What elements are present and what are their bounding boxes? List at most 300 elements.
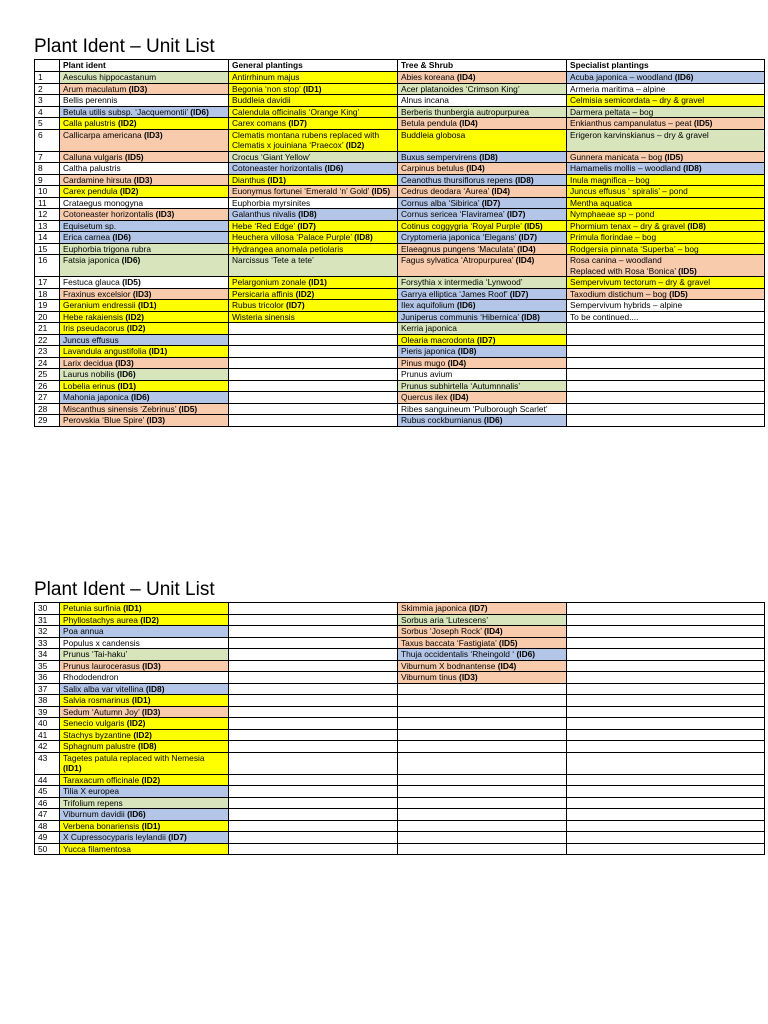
row-number: 4 — [35, 106, 60, 118]
specialist-plantings-cell — [567, 741, 765, 753]
table-row — [35, 334, 765, 346]
plant-name: Taraxacum officinale — [63, 774, 140, 785]
tree-shrub-cell — [398, 626, 567, 638]
plant-ident-cell — [60, 174, 229, 186]
plant-name: Poa annua — [63, 626, 104, 636]
plant-name: Inula magnifica – bog — [570, 174, 650, 185]
row-number: 16 — [35, 255, 60, 277]
general-plantings-cell — [229, 323, 398, 335]
plant-name: Arum maculatum — [63, 83, 127, 94]
row-number: 22 — [35, 334, 60, 346]
tree-shrub-cell — [398, 243, 567, 255]
table-row — [35, 403, 765, 415]
general-plantings-cell — [229, 637, 398, 649]
plant-name: Olearia macrodonta — [401, 334, 475, 345]
specialist-plantings-cell — [567, 151, 765, 163]
plant-name: Mahonia japonica — [63, 392, 129, 402]
id-tag: (ID6) — [674, 72, 694, 82]
row-number: 11 — [35, 197, 60, 209]
plant-ident-cell — [60, 820, 229, 832]
specialist-plantings-cell — [567, 774, 765, 786]
tree-shrub-cell — [398, 614, 567, 626]
plant-name: Carpinus betulus — [401, 163, 464, 173]
plant-ident-cell — [60, 95, 229, 107]
plant-ident-cell — [60, 380, 229, 392]
plant-name: Cornus sericea ‘Flaviramea’ — [401, 209, 505, 219]
plant-name: Rubus tricolor — [232, 300, 284, 310]
tree-shrub-cell — [398, 209, 567, 221]
table-row — [35, 163, 765, 175]
id-tag: (ID4) — [456, 72, 476, 82]
plant-name: Ilex aquifolium — [401, 300, 455, 310]
plant-name: Trifolium repens — [63, 797, 123, 808]
table-row — [35, 380, 765, 392]
tree-shrub-cell — [398, 672, 567, 684]
specialist-plantings-cell — [567, 288, 765, 300]
plant-name: Clematis montana rubens replaced with Clematis x jouiniana ‘Praecox’ — [232, 129, 380, 150]
plant-name: Taxodium distichum – bog — [570, 288, 667, 299]
general-plantings-cell — [229, 357, 398, 369]
specialist-plantings-cell — [567, 786, 765, 798]
tree-shrub-cell — [398, 660, 567, 672]
plant-ident-cell — [60, 637, 229, 649]
tree-shrub-cell — [398, 403, 567, 415]
table-row — [35, 672, 765, 684]
general-plantings-cell — [229, 603, 398, 615]
id-tag: (ID7) — [297, 220, 316, 231]
general-plantings-cell — [229, 255, 398, 277]
general-plantings-cell — [229, 243, 398, 255]
id-tag: (ID6) — [190, 106, 209, 117]
id-tag: (ID2) — [133, 729, 152, 740]
tree-shrub-cell — [398, 288, 567, 300]
row-number: 24 — [35, 357, 60, 369]
row-number: 20 — [35, 311, 60, 323]
tree-shrub-cell — [398, 392, 567, 404]
specialist-plantings-cell — [567, 186, 765, 198]
plant-name: Calluna vulgaris — [63, 151, 123, 162]
row-number: 40 — [35, 718, 60, 730]
plant-ident-cell — [60, 706, 229, 718]
plant-ident-cell — [60, 277, 229, 289]
plant-name: Sempervivum tectorum – dry & gravel — [570, 277, 711, 287]
general-plantings-cell — [229, 209, 398, 221]
plant-ident-cell — [60, 603, 229, 615]
plant-name: Betula utilis subsp. ‘Jacquemontii’ — [63, 106, 188, 117]
column-header-tree-shrub: Tree & Shrub — [398, 60, 567, 72]
specialist-plantings-cell — [567, 649, 765, 661]
plant-name: Prunus ‘Tai-haku’ — [63, 649, 128, 659]
plant-ident-cell — [60, 403, 229, 415]
plant-name: Calla palustris — [63, 118, 116, 128]
tree-shrub-cell — [398, 334, 567, 346]
general-plantings-cell — [229, 741, 398, 753]
tree-shrub-cell — [398, 311, 567, 323]
table-row — [35, 660, 765, 672]
plant-ident-cell — [60, 72, 229, 84]
row-number: 3 — [35, 95, 60, 107]
plant-ident-cell — [60, 357, 229, 369]
specialist-plantings-cell — [567, 415, 765, 427]
plant-ident-cell — [60, 129, 229, 151]
specialist-plantings-cell — [567, 820, 765, 832]
id-tag: (ID5) — [678, 265, 697, 276]
tree-shrub-cell — [398, 95, 567, 107]
id-tag: (ID3) — [459, 672, 478, 682]
plant-ident-cell — [60, 209, 229, 221]
table-row — [35, 209, 765, 221]
general-plantings-cell — [229, 311, 398, 323]
row-number: 31 — [35, 614, 60, 626]
plant-ident-cell — [60, 752, 229, 774]
specialist-plantings-cell — [567, 603, 765, 615]
specialist-plantings-cell — [567, 129, 765, 151]
id-tag: (ID8) — [687, 220, 706, 231]
specialist-plantings-cell — [567, 311, 765, 323]
table-row — [35, 106, 765, 118]
row-number: 37 — [35, 683, 60, 695]
general-plantings-cell — [229, 797, 398, 809]
plant-name: Festuca glauca — [63, 277, 120, 287]
id-tag: (ID6) — [130, 392, 150, 402]
row-number: 8 — [35, 163, 60, 175]
specialist-plantings-cell — [567, 809, 765, 821]
plant-name: Cornus alba ‘Sibirica’ — [401, 197, 480, 208]
specialist-plantings-cell — [567, 729, 765, 741]
general-plantings-cell — [229, 369, 398, 381]
plant-ident-cell — [60, 786, 229, 798]
specialist-plantings-cell — [567, 369, 765, 381]
general-plantings-cell — [229, 626, 398, 638]
tree-shrub-cell — [398, 118, 567, 130]
table-row — [35, 626, 765, 638]
tree-shrub-cell — [398, 186, 567, 198]
row-number: 9 — [35, 174, 60, 186]
plant-name: Aesculus hippocastanum — [63, 72, 157, 82]
row-number: 12 — [35, 209, 60, 221]
tree-shrub-cell — [398, 83, 567, 95]
general-plantings-cell — [229, 809, 398, 821]
row-number: 35 — [35, 660, 60, 672]
id-tag: (ID1) — [117, 380, 137, 391]
tree-shrub-cell — [398, 151, 567, 163]
plant-ident-cell — [60, 729, 229, 741]
specialist-plantings-cell — [567, 346, 765, 358]
row-number: 21 — [35, 323, 60, 335]
plant-name: Pelargonium zonale — [232, 277, 307, 287]
specialist-plantings-cell — [567, 614, 765, 626]
plant-name: Phyllostachys aurea — [63, 614, 138, 625]
plant-ident-cell — [60, 311, 229, 323]
table-row — [35, 603, 765, 615]
plant-name: Darmera peltata – bog — [570, 106, 654, 117]
tree-shrub-cell — [398, 106, 567, 118]
plant-name: Abies koreana — [401, 72, 455, 82]
plant-name: Dianthus — [232, 174, 266, 185]
row-number: 43 — [35, 752, 60, 774]
plant-name: Begonia ‘non stop’ — [232, 83, 301, 94]
general-plantings-cell — [229, 346, 398, 358]
plant-name: Equisetum sp. — [63, 220, 117, 231]
general-plantings-cell — [229, 718, 398, 730]
plant-name: Cotoneaster horizontalis — [63, 209, 154, 219]
plant-ident-cell — [60, 614, 229, 626]
row-number: 33 — [35, 637, 60, 649]
plant-name: Sphagnum palustre — [63, 741, 136, 751]
row-number: 10 — [35, 186, 60, 198]
plant-name: Rodgersia pinnata ‘Superba’ – bog — [570, 243, 699, 254]
plant-name: Betula pendula — [401, 118, 457, 128]
id-tag: (ID7) — [518, 232, 538, 242]
plant-name: Berberis thunbergia autropurpurea — [401, 106, 530, 117]
plant-name: Prunus laurocerasus — [63, 660, 140, 671]
table-row — [35, 243, 765, 255]
general-plantings-cell — [229, 706, 398, 718]
id-tag: (ID7) — [509, 288, 529, 299]
general-plantings-cell — [229, 95, 398, 107]
id-tag: (ID1) — [131, 695, 151, 705]
specialist-plantings-cell — [567, 843, 765, 855]
plant-name: Hebe ‘Red Edge’ — [232, 220, 296, 231]
specialist-plantings-cell — [567, 174, 765, 186]
id-tag: (ID2) — [126, 323, 146, 333]
general-plantings-cell — [229, 186, 398, 198]
tree-shrub-cell — [398, 809, 567, 821]
general-plantings-cell — [229, 174, 398, 186]
plant-name: Pinus mugo — [401, 357, 446, 368]
id-tag: (ID7) — [468, 603, 488, 613]
general-plantings-cell — [229, 774, 398, 786]
plant-name: Gunnera manicata – bog — [570, 151, 663, 162]
plant-name: Juncus effusus ‘ spiralis’ – pond — [570, 186, 688, 196]
specialist-plantings-cell — [567, 118, 765, 130]
plant-name: Alnus incana — [401, 95, 449, 105]
row-number: 26 — [35, 380, 60, 392]
id-tag: (ID4) — [497, 660, 517, 671]
table-row — [35, 415, 765, 427]
row-number: 38 — [35, 695, 60, 707]
table-row — [35, 83, 765, 95]
tree-shrub-cell — [398, 729, 567, 741]
plant-name: Carex pendula — [63, 186, 118, 196]
general-plantings-cell — [229, 843, 398, 855]
id-tag: (ID5) — [693, 118, 713, 128]
plant-name: Phormium tenax – dry & gravel — [570, 220, 685, 231]
specialist-plantings-cell — [567, 83, 765, 95]
id-tag: (ID5) — [124, 151, 144, 162]
id-tag: (ID4) — [449, 392, 469, 402]
specialist-plantings-cell — [567, 637, 765, 649]
id-tag: (ID4) — [491, 186, 511, 196]
row-number: 39 — [35, 706, 60, 718]
tree-shrub-cell — [398, 163, 567, 175]
plant-name: Calendula officinalis ‘Orange King’ — [232, 106, 360, 117]
plant-name: Skimmia japonica — [401, 603, 467, 613]
tree-shrub-cell — [398, 72, 567, 84]
row-number: 30 — [35, 603, 60, 615]
table-row — [35, 843, 765, 855]
id-tag: (ID1) — [141, 820, 161, 831]
tree-shrub-cell — [398, 380, 567, 392]
id-tag: (ID3) — [142, 660, 161, 671]
row-number: 23 — [35, 346, 60, 358]
plant-name: Sorbus aria ‘Lutescens’ — [401, 614, 489, 625]
tree-shrub-cell — [398, 255, 567, 277]
plant-name: Primula florindae – bog — [570, 232, 657, 242]
id-tag: (ID4) — [515, 255, 535, 265]
plant-name: Sedum ‘Autumn Joy’ — [63, 706, 140, 717]
table-row — [35, 151, 765, 163]
page-title: Plant Ident – Unit List — [34, 36, 215, 57]
table-row — [35, 346, 765, 358]
table-row — [35, 637, 765, 649]
general-plantings-cell — [229, 163, 398, 175]
plant-ident-cell — [60, 243, 229, 255]
plant-ident-cell — [60, 415, 229, 427]
id-tag: (ID7) — [481, 197, 501, 208]
general-plantings-cell — [229, 106, 398, 118]
plant-name: Mentha aquatica — [570, 197, 632, 208]
row-number: 6 — [35, 129, 60, 151]
id-tag: (ID8) — [521, 311, 540, 322]
row-number: 42 — [35, 741, 60, 753]
tree-shrub-cell — [398, 706, 567, 718]
general-plantings-cell — [229, 672, 398, 684]
plant-name: Senecio vulgaris — [63, 718, 125, 728]
id-tag: (ID3) — [128, 83, 148, 94]
plant-name: Wisteria sinensis — [232, 311, 295, 322]
tree-shrub-cell — [398, 232, 567, 244]
plant-ident-cell — [60, 151, 229, 163]
plant-ident-cell — [60, 106, 229, 118]
row-number: 36 — [35, 672, 60, 684]
table-row — [35, 118, 765, 130]
specialist-plantings-cell — [567, 95, 765, 107]
plant-name: Cryptomeria japonica ‘Elegans’ — [401, 232, 517, 242]
table-row — [35, 392, 765, 404]
table-row — [35, 706, 765, 718]
plant-name: Iris pseudacorus — [63, 323, 125, 333]
specialist-plantings-cell — [567, 380, 765, 392]
plant-name: Erigeron karvinskianus – dry & gravel — [570, 129, 709, 140]
id-tag: (ID1) — [123, 603, 142, 613]
table-row — [35, 752, 765, 774]
row-number: 17 — [35, 277, 60, 289]
specialist-plantings-cell — [567, 243, 765, 255]
id-tag: (ID8) — [354, 232, 373, 242]
general-plantings-cell — [229, 380, 398, 392]
plant-name: Hamamelis mollis – woodland — [570, 163, 681, 173]
id-tag: (ID8) — [457, 346, 477, 356]
plant-name: Enkianthus campanulatus – peat — [570, 118, 692, 128]
id-tag: (ID2) — [141, 774, 161, 785]
specialist-plantings-cell — [567, 255, 765, 277]
general-plantings-cell — [229, 415, 398, 427]
plant-name: Ceanothus thursiflorus repens — [401, 174, 513, 185]
row-number: 46 — [35, 797, 60, 809]
plant-name: Juncus effusus — [63, 334, 119, 345]
plant-name: Lavandula angustifolia — [63, 346, 147, 356]
plant-name: Elaeagnus pungens ‘Maculata’ — [401, 243, 515, 254]
id-tag: (ID3) — [132, 288, 152, 299]
plant-name: Garrya elliptica ‘James Roof’ — [401, 288, 508, 299]
id-tag: (ID1) — [137, 300, 157, 310]
table-row — [35, 820, 765, 832]
tree-shrub-cell — [398, 752, 567, 774]
plant-name: Fatsia japonica — [63, 255, 120, 265]
id-tag: (ID6) — [117, 369, 136, 379]
plant-ident-cell — [60, 288, 229, 300]
table-row — [35, 95, 765, 107]
table-row — [35, 797, 765, 809]
plant-name: Rubus cockburnianus — [401, 415, 482, 425]
plant-name: Laurus nobilis — [63, 369, 115, 379]
row-number: 32 — [35, 626, 60, 638]
id-tag: (ID1) — [308, 277, 327, 287]
tree-shrub-cell — [398, 741, 567, 753]
id-tag: (ID5) — [498, 637, 518, 648]
plant-name: Prunus avium — [401, 369, 453, 379]
id-tag: (ID5) — [664, 151, 684, 162]
table-row — [35, 649, 765, 661]
table-row — [35, 786, 765, 798]
general-plantings-cell — [229, 334, 398, 346]
id-tag: (ID2) — [125, 311, 145, 322]
general-plantings-cell — [229, 232, 398, 244]
table-row — [35, 718, 765, 730]
general-plantings-cell — [229, 220, 398, 232]
plant-name: Acer platanoides ‘Crimson King’ — [401, 83, 520, 94]
plant-name: Euphorbia myrsinites — [232, 197, 311, 208]
id-tag: (ID1) — [148, 346, 168, 356]
tree-shrub-cell — [398, 197, 567, 209]
specialist-plantings-cell — [567, 752, 765, 774]
specialist-plantings-cell — [567, 695, 765, 707]
specialist-plantings-cell — [567, 797, 765, 809]
row-number: 41 — [35, 729, 60, 741]
table-row — [35, 174, 765, 186]
plant-name: Buxus sempervirens — [401, 151, 477, 162]
table-row — [35, 129, 765, 151]
table-row — [35, 741, 765, 753]
row-number: 34 — [35, 649, 60, 661]
id-tag: (ID2) — [345, 140, 365, 150]
plant-ident-cell — [60, 672, 229, 684]
specialist-plantings-cell — [567, 718, 765, 730]
plant-name: Persicaria affinis — [232, 288, 294, 299]
tree-shrub-cell — [398, 683, 567, 695]
specialist-plantings-cell — [567, 706, 765, 718]
specialist-plantings-cell — [567, 323, 765, 335]
row-number: 50 — [35, 843, 60, 855]
tree-shrub-cell — [398, 369, 567, 381]
plant-name: Tagetes patula replaced with Nemesia — [63, 752, 205, 763]
plant-name: Carex comans — [232, 118, 286, 128]
row-number: 48 — [35, 820, 60, 832]
plant-name: Celmisia semicordata – dry & gravel — [570, 95, 705, 105]
row-number: 45 — [35, 786, 60, 798]
plant-ident-cell — [60, 186, 229, 198]
table-row — [35, 614, 765, 626]
specialist-plantings-cell — [567, 72, 765, 84]
plant-ident-cell — [60, 695, 229, 707]
specialist-plantings-cell — [567, 220, 765, 232]
general-plantings-cell — [229, 820, 398, 832]
plant-name: Fagus sylvatica ‘Atropurpurea’ — [401, 255, 514, 265]
row-number: 19 — [35, 300, 60, 312]
plant-ident-cell — [60, 843, 229, 855]
tree-shrub-cell — [398, 797, 567, 809]
